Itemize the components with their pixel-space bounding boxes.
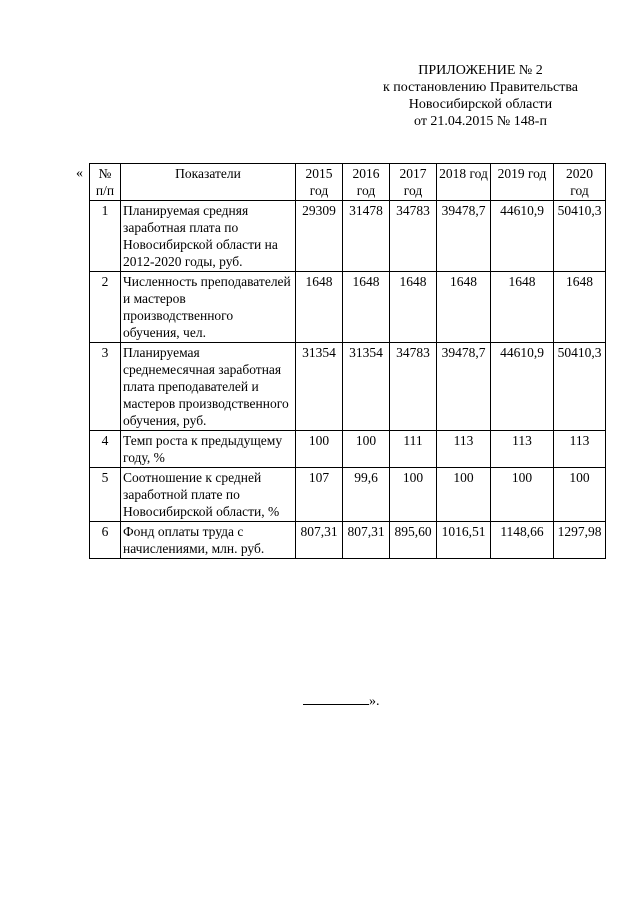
row-value-2015: 107: [296, 468, 343, 522]
row-value-2016: 1648: [343, 272, 390, 343]
row-value-2016: 31354: [343, 343, 390, 431]
appendix-date-line: от 21.04.2015 № 148-п: [414, 114, 547, 129]
indicators-table: [89, 163, 606, 559]
column-header-indicators-label: Показатели: [175, 166, 241, 181]
row-value-2019: 44610,9: [491, 343, 554, 431]
row-value-2019: 113: [491, 431, 554, 468]
row-number: 3: [90, 343, 121, 431]
row-indicator: Соотношение к средней заработной плате по Новосибирской области, %: [121, 468, 296, 522]
row-value-2018: 113: [437, 431, 491, 468]
table-row: [90, 272, 606, 343]
row-value-2020: 50410,3: [554, 201, 606, 272]
closing-line: [303, 690, 380, 710]
row-number: 6: [90, 522, 121, 559]
row-value-2019: 1148,66: [491, 522, 554, 559]
row-number: 5: [90, 468, 121, 522]
appendix-region-line: Новосибирской области: [408, 97, 553, 112]
row-indicator: Численность преподавателей и мастеров производственного обучения, чел.: [121, 272, 296, 343]
row-value-2017: 100: [390, 468, 437, 522]
row-value-2018: 39478,7: [437, 201, 491, 272]
column-header-2017: 2017 год: [390, 164, 437, 201]
opening-quote: «: [76, 166, 83, 181]
table-row: [90, 201, 606, 272]
row-value-2019: 44610,9: [491, 201, 554, 272]
row-value-2017: 895,60: [390, 522, 437, 559]
column-header-2016: 2016 год: [343, 164, 390, 201]
column-header-indicators: [121, 164, 296, 201]
row-value-2020: 50410,3: [554, 343, 606, 431]
row-indicator: Планируемая среднемесячная заработная плата преподавателей и мастеров производственного обучения, руб.: [121, 343, 296, 431]
row-value-2015: 1648: [296, 272, 343, 343]
row-value-2019: 100: [491, 468, 554, 522]
column-header-2019: 2019 год: [491, 164, 554, 201]
signature-line: [303, 690, 369, 705]
row-value-2018: 1016,51: [437, 522, 491, 559]
table-body: [90, 201, 606, 559]
table-row: [90, 522, 606, 559]
closing-quote: ».: [369, 694, 380, 709]
row-value-2017: 34783: [390, 343, 437, 431]
column-header-number: [90, 164, 121, 201]
column-header-number-label: № п/п: [95, 166, 115, 198]
column-header-2020: 2020 год: [554, 164, 606, 201]
table-header-row: [90, 164, 606, 201]
column-header-2018: 2018 год: [437, 164, 491, 201]
row-value-2016: 99,6: [343, 468, 390, 522]
row-value-2020: 100: [554, 468, 606, 522]
row-value-2017: 34783: [390, 201, 437, 272]
row-indicator: Фонд оплаты труда с начислениями, млн. руб.: [121, 522, 296, 559]
row-value-2018: 39478,7: [437, 343, 491, 431]
row-value-2017: 111: [390, 431, 437, 468]
row-indicator: Темп роста к предыдущему году, %: [121, 431, 296, 468]
row-value-2015: 807,31: [296, 522, 343, 559]
appendix-title: ПРИЛОЖЕНИЕ № 2: [418, 63, 543, 78]
row-value-2016: 100: [343, 431, 390, 468]
row-value-2018: 100: [437, 468, 491, 522]
appendix-header: [383, 62, 578, 130]
row-value-2020: 113: [554, 431, 606, 468]
row-value-2019: 1648: [491, 272, 554, 343]
row-number: 4: [90, 431, 121, 468]
table-row: [90, 343, 606, 431]
row-value-2018: 1648: [437, 272, 491, 343]
row-value-2016: 31478: [343, 201, 390, 272]
row-value-2015: 29309: [296, 201, 343, 272]
table-row: [90, 468, 606, 522]
row-value-2016: 807,31: [343, 522, 390, 559]
row-value-2020: 1297,98: [554, 522, 606, 559]
table-row: [90, 431, 606, 468]
appendix-ref-line: к постановлению Правительства: [382, 80, 578, 95]
row-value-2015: 100: [296, 431, 343, 468]
row-number: 2: [90, 272, 121, 343]
column-header-2015: 2015 год: [296, 164, 343, 201]
row-number: 1: [90, 201, 121, 272]
row-value-2020: 1648: [554, 272, 606, 343]
row-indicator: Планируемая средняя заработная плата по Новосибирской области на 2012-2020 годы, руб.: [121, 201, 296, 272]
row-value-2017: 1648: [390, 272, 437, 343]
row-value-2015: 31354: [296, 343, 343, 431]
